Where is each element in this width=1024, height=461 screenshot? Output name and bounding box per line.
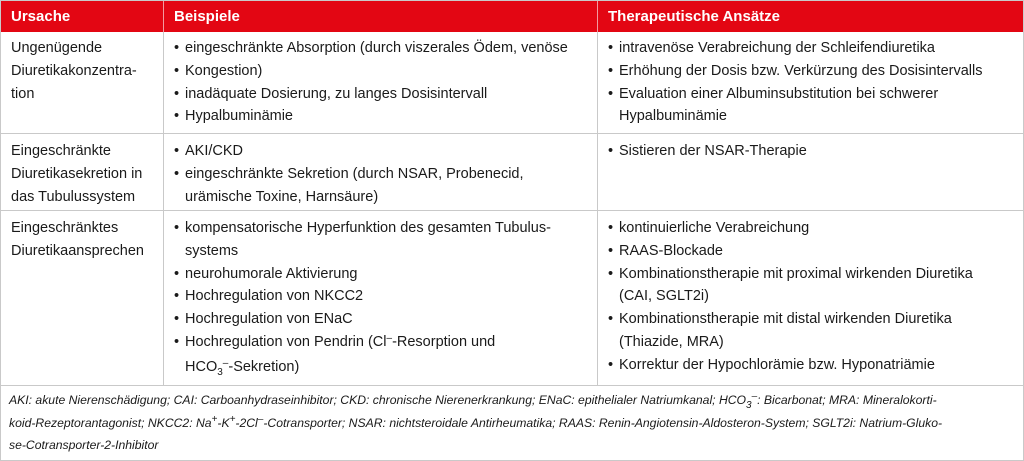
list-item-continuation: Hypalbuminämie: [619, 108, 727, 125]
footnote-line: se-Cotransporter-2-Inhibitor: [9, 438, 159, 453]
list-item-text: HCO: [185, 358, 218, 375]
subscript: 3: [217, 366, 223, 378]
list-item-text: Kongestion): [185, 62, 263, 79]
list-item: • eingeschränkte Sekretion (durch NSAR, Probenecid,: [174, 163, 584, 186]
list-item: • Sistieren der NSAR-Therapie: [608, 140, 1020, 163]
cause-cell: [11, 217, 156, 263]
footnote-line: [9, 390, 1014, 413]
column-divider: [163, 32, 164, 385]
examples-cell: [174, 217, 584, 381]
cause-line: Ungenügende: [11, 40, 103, 56]
list-item-continuation: systems: [185, 242, 239, 259]
header-divider: [597, 1, 598, 32]
list-item-continuation: (CAI, SGLT2i): [619, 288, 709, 305]
footnote-text: -K: [217, 415, 230, 430]
approaches-cell: [608, 140, 1020, 163]
abbreviations-footnote: [9, 390, 1014, 457]
list-item: • Korrektur der Hypochlorämie bzw. Hyponatriämie: [608, 354, 1020, 377]
header-approaches: Therapeutische Ansätze: [608, 8, 780, 25]
header-examples: Beispiele: [174, 8, 240, 25]
list-item: • neurohumorale Aktivierung: [174, 263, 584, 286]
cause-line: Diuretikakonzentra-: [11, 62, 137, 79]
list-item-continuation: [174, 356, 584, 381]
list-item: • inadäquate Dosierung, zu langes Dosisintervall: [174, 83, 584, 106]
column-divider: [597, 32, 598, 385]
list-item: • Hochregulation von ENaC: [174, 308, 584, 331]
cause-line: Diuretikaansprechen: [11, 242, 144, 259]
cause-cell: [11, 140, 156, 208]
row-divider: [1, 133, 1023, 134]
footnote-line: [9, 413, 1014, 436]
cause-line: Diuretikasekretion in: [11, 165, 143, 182]
list-item-continuation: [174, 60, 584, 83]
superscript: +: [229, 413, 236, 425]
examples-cell: [174, 140, 584, 208]
footnote-text: : Bicarbonat; MRA: Mineralokorti-: [757, 393, 937, 407]
superscript: –: [386, 332, 393, 344]
approaches-cell: [608, 37, 1020, 128]
footnote-text: koid-Rezeptorantagonist; NKCC2: Na: [9, 415, 212, 430]
list-item-continuation: urämische Toxine, Harnsäure): [185, 188, 379, 205]
superscript: –: [257, 413, 264, 425]
list-item-text: Hochregulation von Pendrin (Cl: [185, 333, 387, 350]
list-item: • Evaluation einer Albuminsubstitution bei schwerer: [608, 83, 1020, 106]
list-item: • Erhöhung der Dosis bzw. Verkürzung des Dosisintervalls: [608, 60, 1020, 83]
cause-cell: [11, 37, 156, 105]
list-item: • AKI/CKD: [174, 140, 584, 163]
list-item: [174, 331, 584, 356]
superscript: –: [751, 391, 758, 402]
approaches-cell: [608, 217, 1020, 377]
row-divider: [1, 210, 1023, 211]
table-header: [1, 1, 1023, 32]
list-item: • Kombinationstherapie mit proximal wirkenden Diuretika: [608, 263, 1020, 286]
footnote-text: -Cotransporter; NSAR: nichtsteroidale Antirheumatika; RAAS: Renin-Angiotensin-Aldosteron-System; SGLT2i: Natrium-Gluko-: [263, 415, 943, 430]
footnote-text: -2Cl: [235, 415, 258, 430]
list-item-text: -Resorption und: [392, 333, 496, 350]
superscript: +: [211, 413, 218, 425]
header-divider: [163, 1, 164, 32]
row-divider: [1, 385, 1023, 386]
list-item: • kompensatorische Hyperfunktion des gesamten Tubulus-: [174, 217, 584, 240]
list-item: • Kombinationstherapie mit distal wirkenden Diuretika: [608, 308, 1020, 331]
examples-cell: [174, 37, 584, 128]
cause-line: das Tubulussystem: [11, 188, 136, 205]
superscript: –: [222, 357, 229, 369]
cause-line: Eingeschränkte: [11, 143, 111, 159]
cause-line: tion: [11, 85, 35, 102]
list-item: • RAAS-Blockade: [608, 240, 1020, 263]
list-item: • eingeschränkte Absorption (durch viszerales Ödem, venöse: [174, 37, 584, 60]
list-item-text: -Sekretion): [228, 358, 300, 375]
header-cause: Ursache: [11, 8, 71, 25]
cause-line: Eingeschränktes: [11, 220, 119, 236]
list-item: • kontinuierliche Verabreichung: [608, 217, 1020, 240]
list-item: • intravenöse Verabreichung der Schleifendiuretika: [608, 37, 1020, 60]
subscript: 3: [746, 400, 752, 411]
list-item: • Hochregulation von NKCC2: [174, 285, 584, 308]
list-item: • Hypalbuminämie: [174, 105, 584, 128]
footnote-text: AKI: akute Nierenschädigung; CAI: Carboanhydraseinhibitor; CKD: chronische Nierenerkrankung; ENaC: epithelialer Natriumkanal; HCO: [9, 393, 747, 407]
list-item-continuation: (Thiazide, MRA): [619, 333, 724, 350]
